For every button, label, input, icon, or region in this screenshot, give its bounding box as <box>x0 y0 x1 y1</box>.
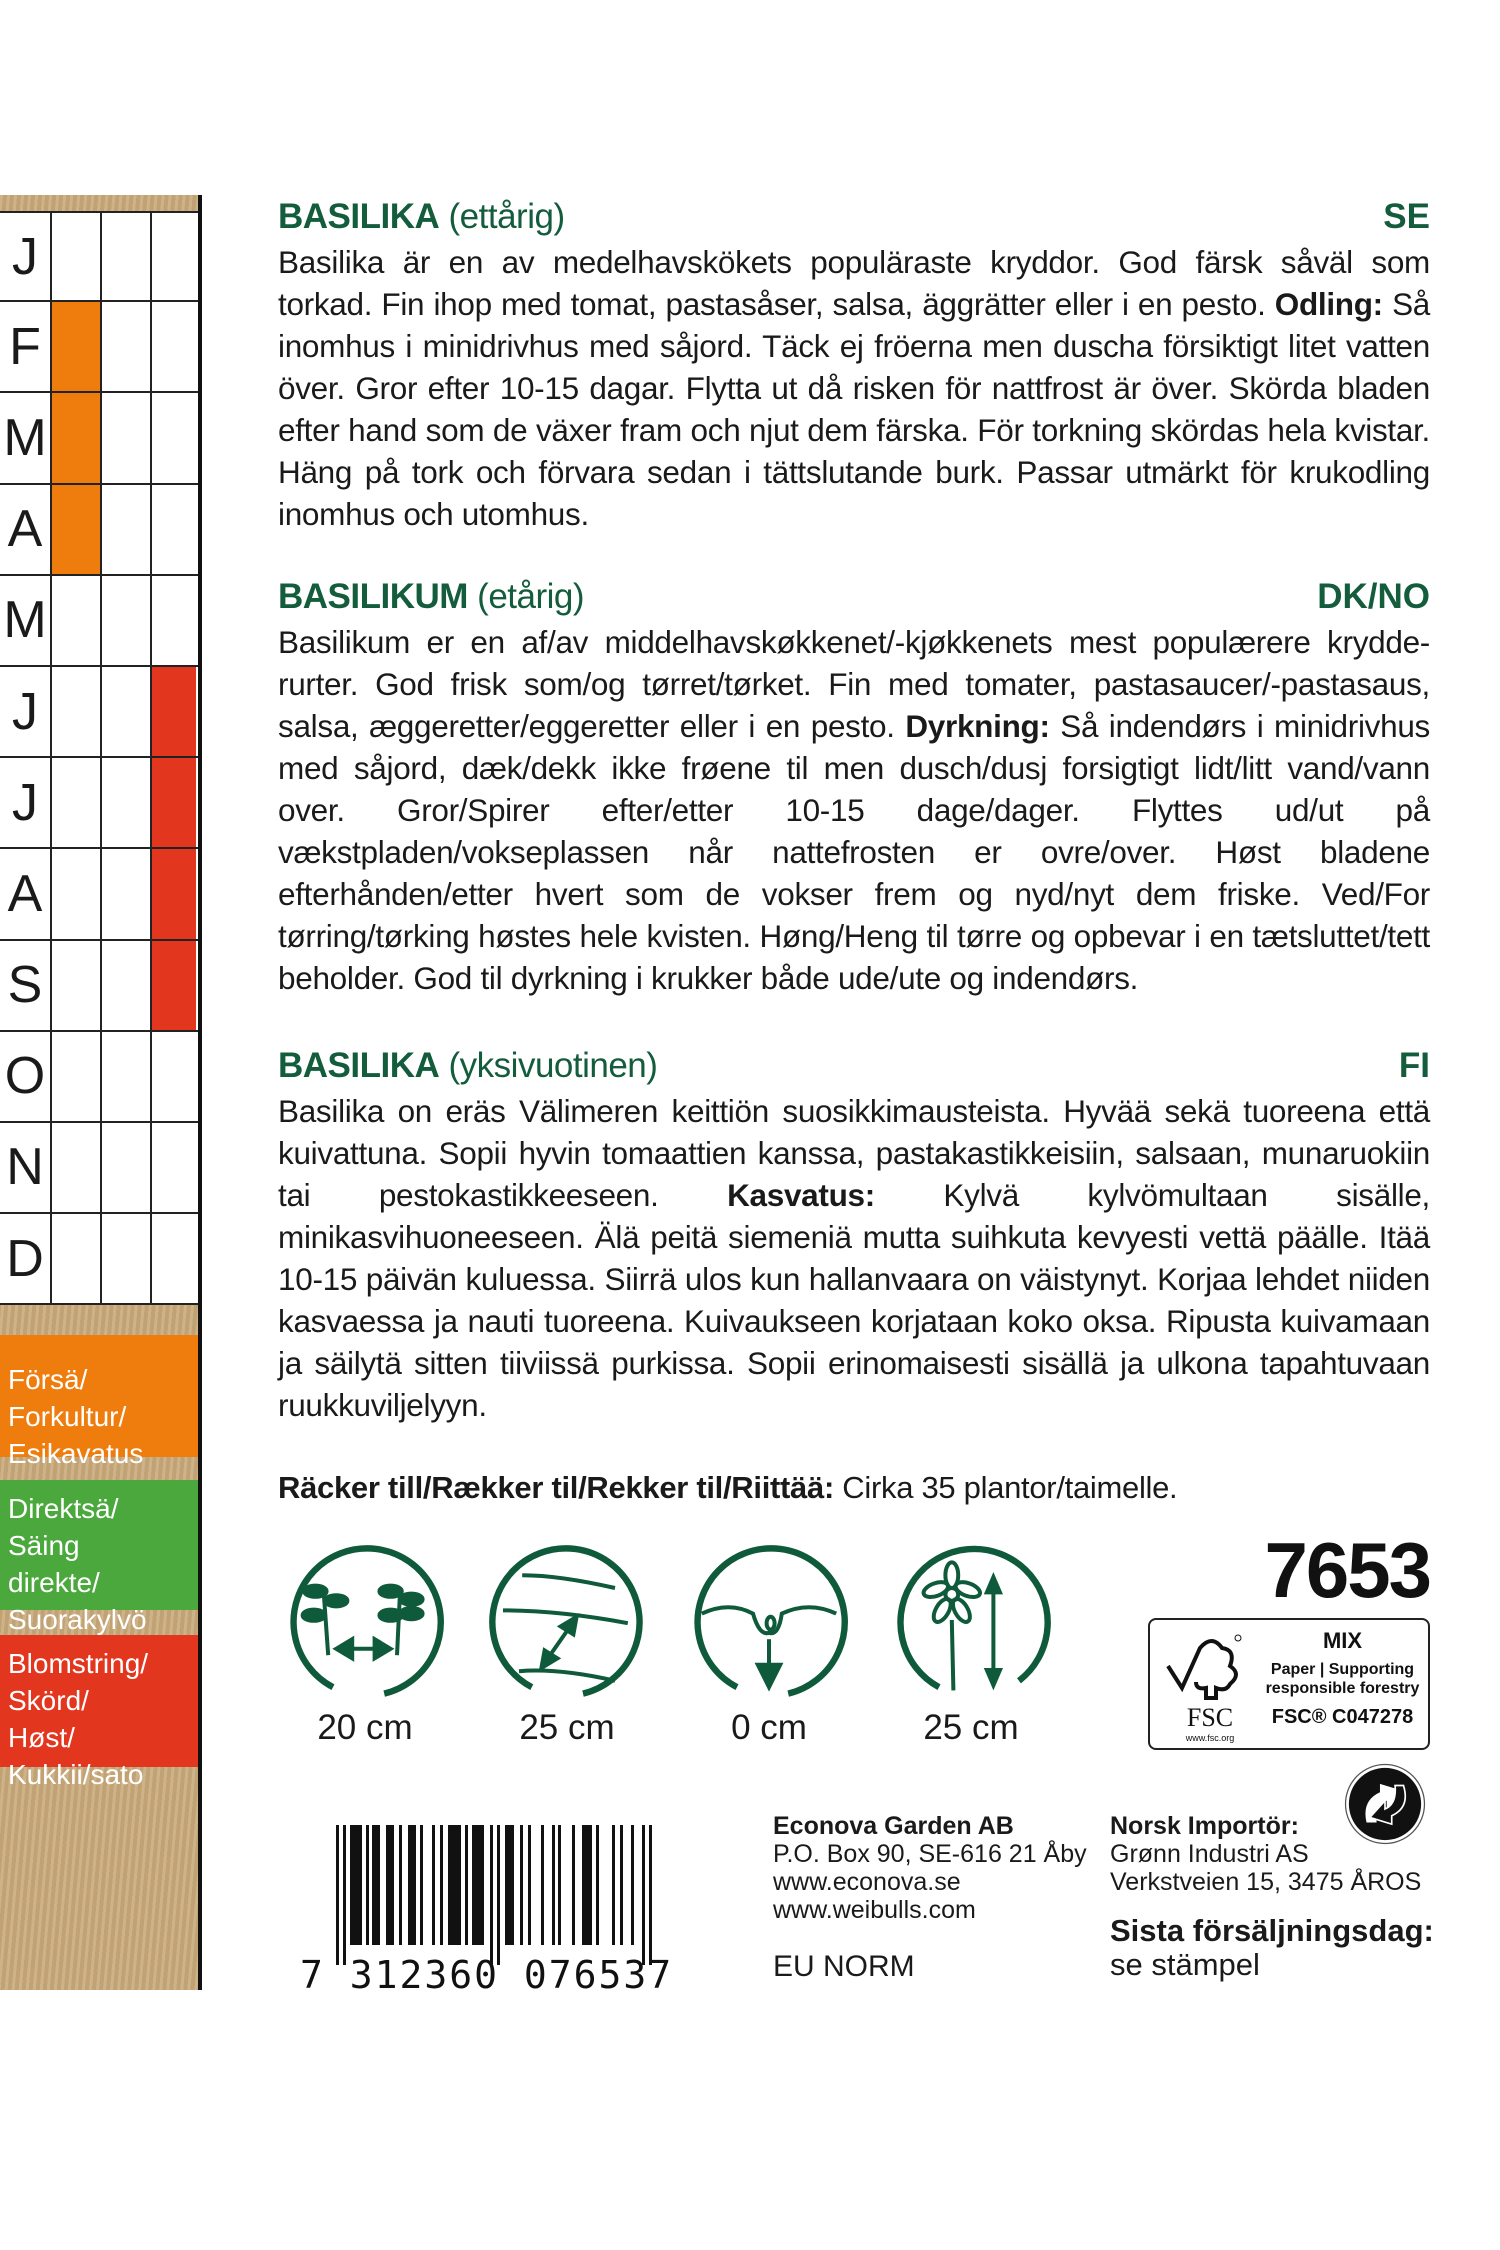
section-title <box>278 1046 657 1086</box>
direct-sowing-cell <box>102 758 152 847</box>
direct-sowing-cell <box>102 393 152 482</box>
month-label: D <box>0 1214 52 1303</box>
section-header <box>278 577 1430 621</box>
fsc-mix: MIX <box>1322 1628 1363 1653</box>
importer-label: Norsk Importör: <box>1110 1812 1299 1840</box>
cultivation-label: Odling: <box>1274 286 1383 322</box>
plant-type: (etårig) <box>477 577 585 616</box>
legend-line: Skörd/ <box>8 1685 89 1716</box>
importer-address: Verkstveien 15, 3475 ÅROS <box>1110 1868 1422 1896</box>
sowing-depth <box>684 1540 854 1770</box>
direct-sowing-cell <box>102 1123 152 1212</box>
cultivation-label: Kasvatus: <box>727 1177 875 1213</box>
presowing-cell <box>52 1032 102 1121</box>
company-info <box>773 1812 1087 1924</box>
cultivation-text: Så indendørs i minidrivhus med såjord, dæk/dekk ikke frøene til men dusch/dusj forsigtigt lidt/litt vand/vann over. Gror/Spirer efter/etter 10-15 dage/dager. Flyttes ud/ut på vækstpladen/vokseplassen når nattefrosten er ovre/over. Høst bladene efterhånden/etter hvert som de vokser frem og nyd/nyt dem friske. Ved/For tørring/tørking høstes hele kvisten. Høng/Heng til tørre og opbevar i en tætsluttet/tett beholder. God til dyrkning i krukker både ude/ute og indendørs. <box>278 708 1430 996</box>
direct-sowing-cell <box>102 213 152 300</box>
plant-type: (ettårig) <box>448 197 565 236</box>
legend-line: Esikavatus <box>8 1438 144 1469</box>
presowing-cell <box>52 576 102 665</box>
plant-height-icon <box>891 1540 1051 1700</box>
legend-line: Säing <box>8 1530 80 1561</box>
harvest-cell <box>152 667 196 756</box>
intro-text: Basilika on eräs Välimeren keittiön suosikkimausteista. Hyvää sekä tuoreena että kuivattuna. Sopii hyvin tomaattien kanssa, pastakastikkeisiin, salsaan, munaruokiin tai pestokastikkeeseen. <box>278 1093 1430 1213</box>
month-label: N <box>0 1123 52 1212</box>
presowing-cell <box>52 302 102 391</box>
fsc-code: FSC® C047278 <box>1271 1706 1414 1728</box>
section-se <box>278 197 1430 535</box>
company-website-2: www.weibulls.com <box>773 1896 976 1924</box>
presowing-cell <box>52 941 102 1030</box>
importer-name: Grønn Industri AS <box>1110 1840 1309 1868</box>
legend-line: direkte/ <box>8 1567 100 1598</box>
cultivation-text: Kylvä kylvömultaan sisälle, minikasvihuoneeseen. Älä peitä siemeniä mutta suihkuta kevyesti vettä päälle. Itää 10-15 päivän kuluessa. Siirrä ulos kun hallanvaara on väistynyt. Korjaa lehdet niiden kasvaessa ja nauti tuoreena. Kuivaukseen korjataan koko oksa. Ripusta kuivamaan ja säilytä sitten tiiviissä purkissa. Sopii erinomaisesti sisällä ja ulkona tapahtuvaan ruukkuviljelyyn. <box>278 1177 1431 1423</box>
section-dk-no <box>278 577 1430 999</box>
last-sale-value: se stämpel <box>1110 1947 1260 1982</box>
harvest-cell <box>152 1032 196 1121</box>
plant-height-value: 25 cm <box>923 1708 1019 1747</box>
direct-sowing-cell <box>102 302 152 391</box>
article-number: 7653 <box>1264 1526 1430 1614</box>
language-code: DK/NO <box>1317 577 1430 616</box>
direct-sowing-cell <box>102 849 152 938</box>
legend-direct-sowing <box>0 1480 198 1635</box>
direct-sowing-cell <box>102 941 152 1030</box>
harvest-cell <box>152 1214 196 1303</box>
section-header <box>278 197 1430 241</box>
month-label: J <box>0 667 52 756</box>
presowing-cell <box>52 485 102 574</box>
direct-sowing-cell <box>102 1214 152 1303</box>
presowing-cell <box>52 667 102 756</box>
row-spacing <box>482 1540 652 1770</box>
calendar-row-sep <box>0 941 198 1032</box>
language-code: FI <box>1398 1046 1430 1085</box>
legend-line: Suorakylvö <box>8 1604 147 1635</box>
section-title <box>278 197 565 237</box>
section-header <box>278 1046 1430 1090</box>
calendar-row-nov <box>0 1123 198 1214</box>
fsc-tree-icon <box>1160 1626 1260 1746</box>
sowing-calendar <box>0 211 198 1305</box>
harvest-cell <box>152 576 196 665</box>
plant-spacing <box>280 1540 450 1770</box>
harvest-cell <box>152 302 196 391</box>
direct-sowing-cell <box>102 667 152 756</box>
company-website-1: www.econova.se <box>773 1868 961 1896</box>
legend-harvest <box>0 1635 198 1790</box>
sowing-depth-icon <box>689 1540 849 1700</box>
month-label: J <box>0 758 52 847</box>
plant-spacing-value: 20 cm <box>317 1708 413 1747</box>
legend-line: Försä/ <box>8 1364 88 1395</box>
calendar-row-jan <box>0 211 198 302</box>
fsc-line-2: responsible forestry <box>1265 1680 1420 1697</box>
harvest-cell <box>152 941 196 1030</box>
harvest-cell <box>152 1123 196 1212</box>
legend-line: Blomstring/ <box>8 1648 149 1679</box>
language-code: SE <box>1383 197 1430 236</box>
row-spacing-value: 25 cm <box>519 1708 615 1747</box>
company-name: Econova Garden AB <box>773 1812 1014 1840</box>
presowing-cell <box>52 849 102 938</box>
month-label: O <box>0 1032 52 1121</box>
plant-type: (yksivuotinen) <box>448 1046 658 1085</box>
plant-name: BASILIKUM <box>278 577 468 616</box>
sowing-depth-value: 0 cm <box>731 1708 807 1747</box>
last-sale-label: Sista försäljningsdag: <box>1110 1913 1434 1948</box>
calendar-row-apr <box>0 485 198 576</box>
calendar-divider <box>198 195 202 1990</box>
direct-sowing-cell <box>102 485 152 574</box>
plant-height <box>886 1540 1056 1770</box>
month-label: J <box>0 213 52 300</box>
yield-label: Räcker till/Rækker til/Rekker til/Riittää: <box>278 1470 834 1505</box>
harvest-cell <box>152 213 196 300</box>
cultivation-label: Dyrkning: <box>905 708 1050 744</box>
plant-spacing-icon <box>285 1540 445 1700</box>
row-spacing-icon <box>487 1540 647 1700</box>
yield-info <box>278 1470 1430 1506</box>
calendar-row-may <box>0 576 198 667</box>
harvest-cell <box>152 485 196 574</box>
svg-text:www.fsc.org: www.fsc.org <box>1185 1733 1235 1743</box>
plant-name: BASILIKA <box>278 1046 440 1085</box>
presowing-cell <box>52 758 102 847</box>
presowing-cell <box>52 393 102 482</box>
barcode-number: 7 312360 076537 <box>300 1953 674 1997</box>
last-sale-date <box>1110 1914 1434 1982</box>
section-body <box>278 1090 1430 1426</box>
month-label: S <box>0 941 52 1030</box>
calendar-row-dec <box>0 1214 198 1305</box>
presowing-cell <box>52 1214 102 1303</box>
calendar-row-aug <box>0 849 198 940</box>
calendar-row-jun <box>0 667 198 758</box>
plant-name: BASILIKA <box>278 197 440 236</box>
direct-sowing-cell <box>102 1032 152 1121</box>
calendar-row-oct <box>0 1032 198 1123</box>
calendar-row-jul <box>0 758 198 849</box>
month-label: M <box>0 576 52 665</box>
legend-line: Høst/ <box>8 1722 75 1753</box>
intro-text: Basilika är en av medelhavskökets populäraste kryddor. God färsk såväl som torkad. Fin ihop med tomat, pastasåser, salsa, äggrätter eller i en pesto. <box>278 244 1430 322</box>
barcode <box>300 1815 700 1997</box>
yield-value: Cirka 35 plantor/taimelle. <box>842 1470 1178 1505</box>
calendar-row-feb <box>0 302 198 393</box>
fsc-label <box>1148 1618 1430 1750</box>
calendar-row-mar <box>0 393 198 484</box>
month-label: M <box>0 393 52 482</box>
legend-line: Kukkii/sato <box>8 1759 144 1790</box>
direct-sowing-cell <box>102 576 152 665</box>
fsc-line-1: Paper | Supporting <box>1270 1661 1415 1678</box>
eu-norm: EU NORM <box>773 1950 915 1983</box>
month-label: A <box>0 485 52 574</box>
fsc-text <box>1260 1628 1425 1729</box>
legend-line: Forkultur/ <box>8 1401 127 1432</box>
month-label: F <box>0 302 52 391</box>
intro-text: Basilikum er en af/av middelhavskøkkenet/-kjøkkenets mest populærere krydde- rurter. God frisk som/og tørret/tørket. Fin med tomater, pastasaucer/-pastasaus, salsa, æggeretter/eggeretter eller i en pesto. <box>278 624 1430 744</box>
legend-presowing <box>0 1335 198 1469</box>
harvest-cell <box>152 849 196 938</box>
month-label: A <box>0 849 52 938</box>
company-address: P.O. Box 90, SE-616 21 Åby <box>773 1840 1087 1868</box>
section-fi <box>278 1046 1430 1426</box>
presowing-cell <box>52 213 102 300</box>
harvest-cell <box>152 758 196 847</box>
svg-text:FSC: FSC <box>1186 1703 1234 1732</box>
section-body <box>278 241 1430 535</box>
legend-line: Direktsä/ <box>8 1493 119 1524</box>
section-title <box>278 577 584 617</box>
cultivation-text: Så inomhus i minidrivhus med såjord. Täck ej fröerna men duscha försiktigt litet vatten över. Gror efter 10-15 dagar. Flytta ut då risken för nattfrost är över. Skörda bladen efter hand som de växer fram och njut dem färska. För torkning skördas hela kvistar. Häng på tork och förvara sedan i tättslutande burk. Passar utmärkt för krukodling inomhus och utomhus. <box>278 286 1431 532</box>
presowing-cell <box>52 1123 102 1212</box>
section-body <box>278 621 1430 999</box>
importer-info <box>1110 1812 1421 1896</box>
harvest-cell <box>152 393 196 482</box>
